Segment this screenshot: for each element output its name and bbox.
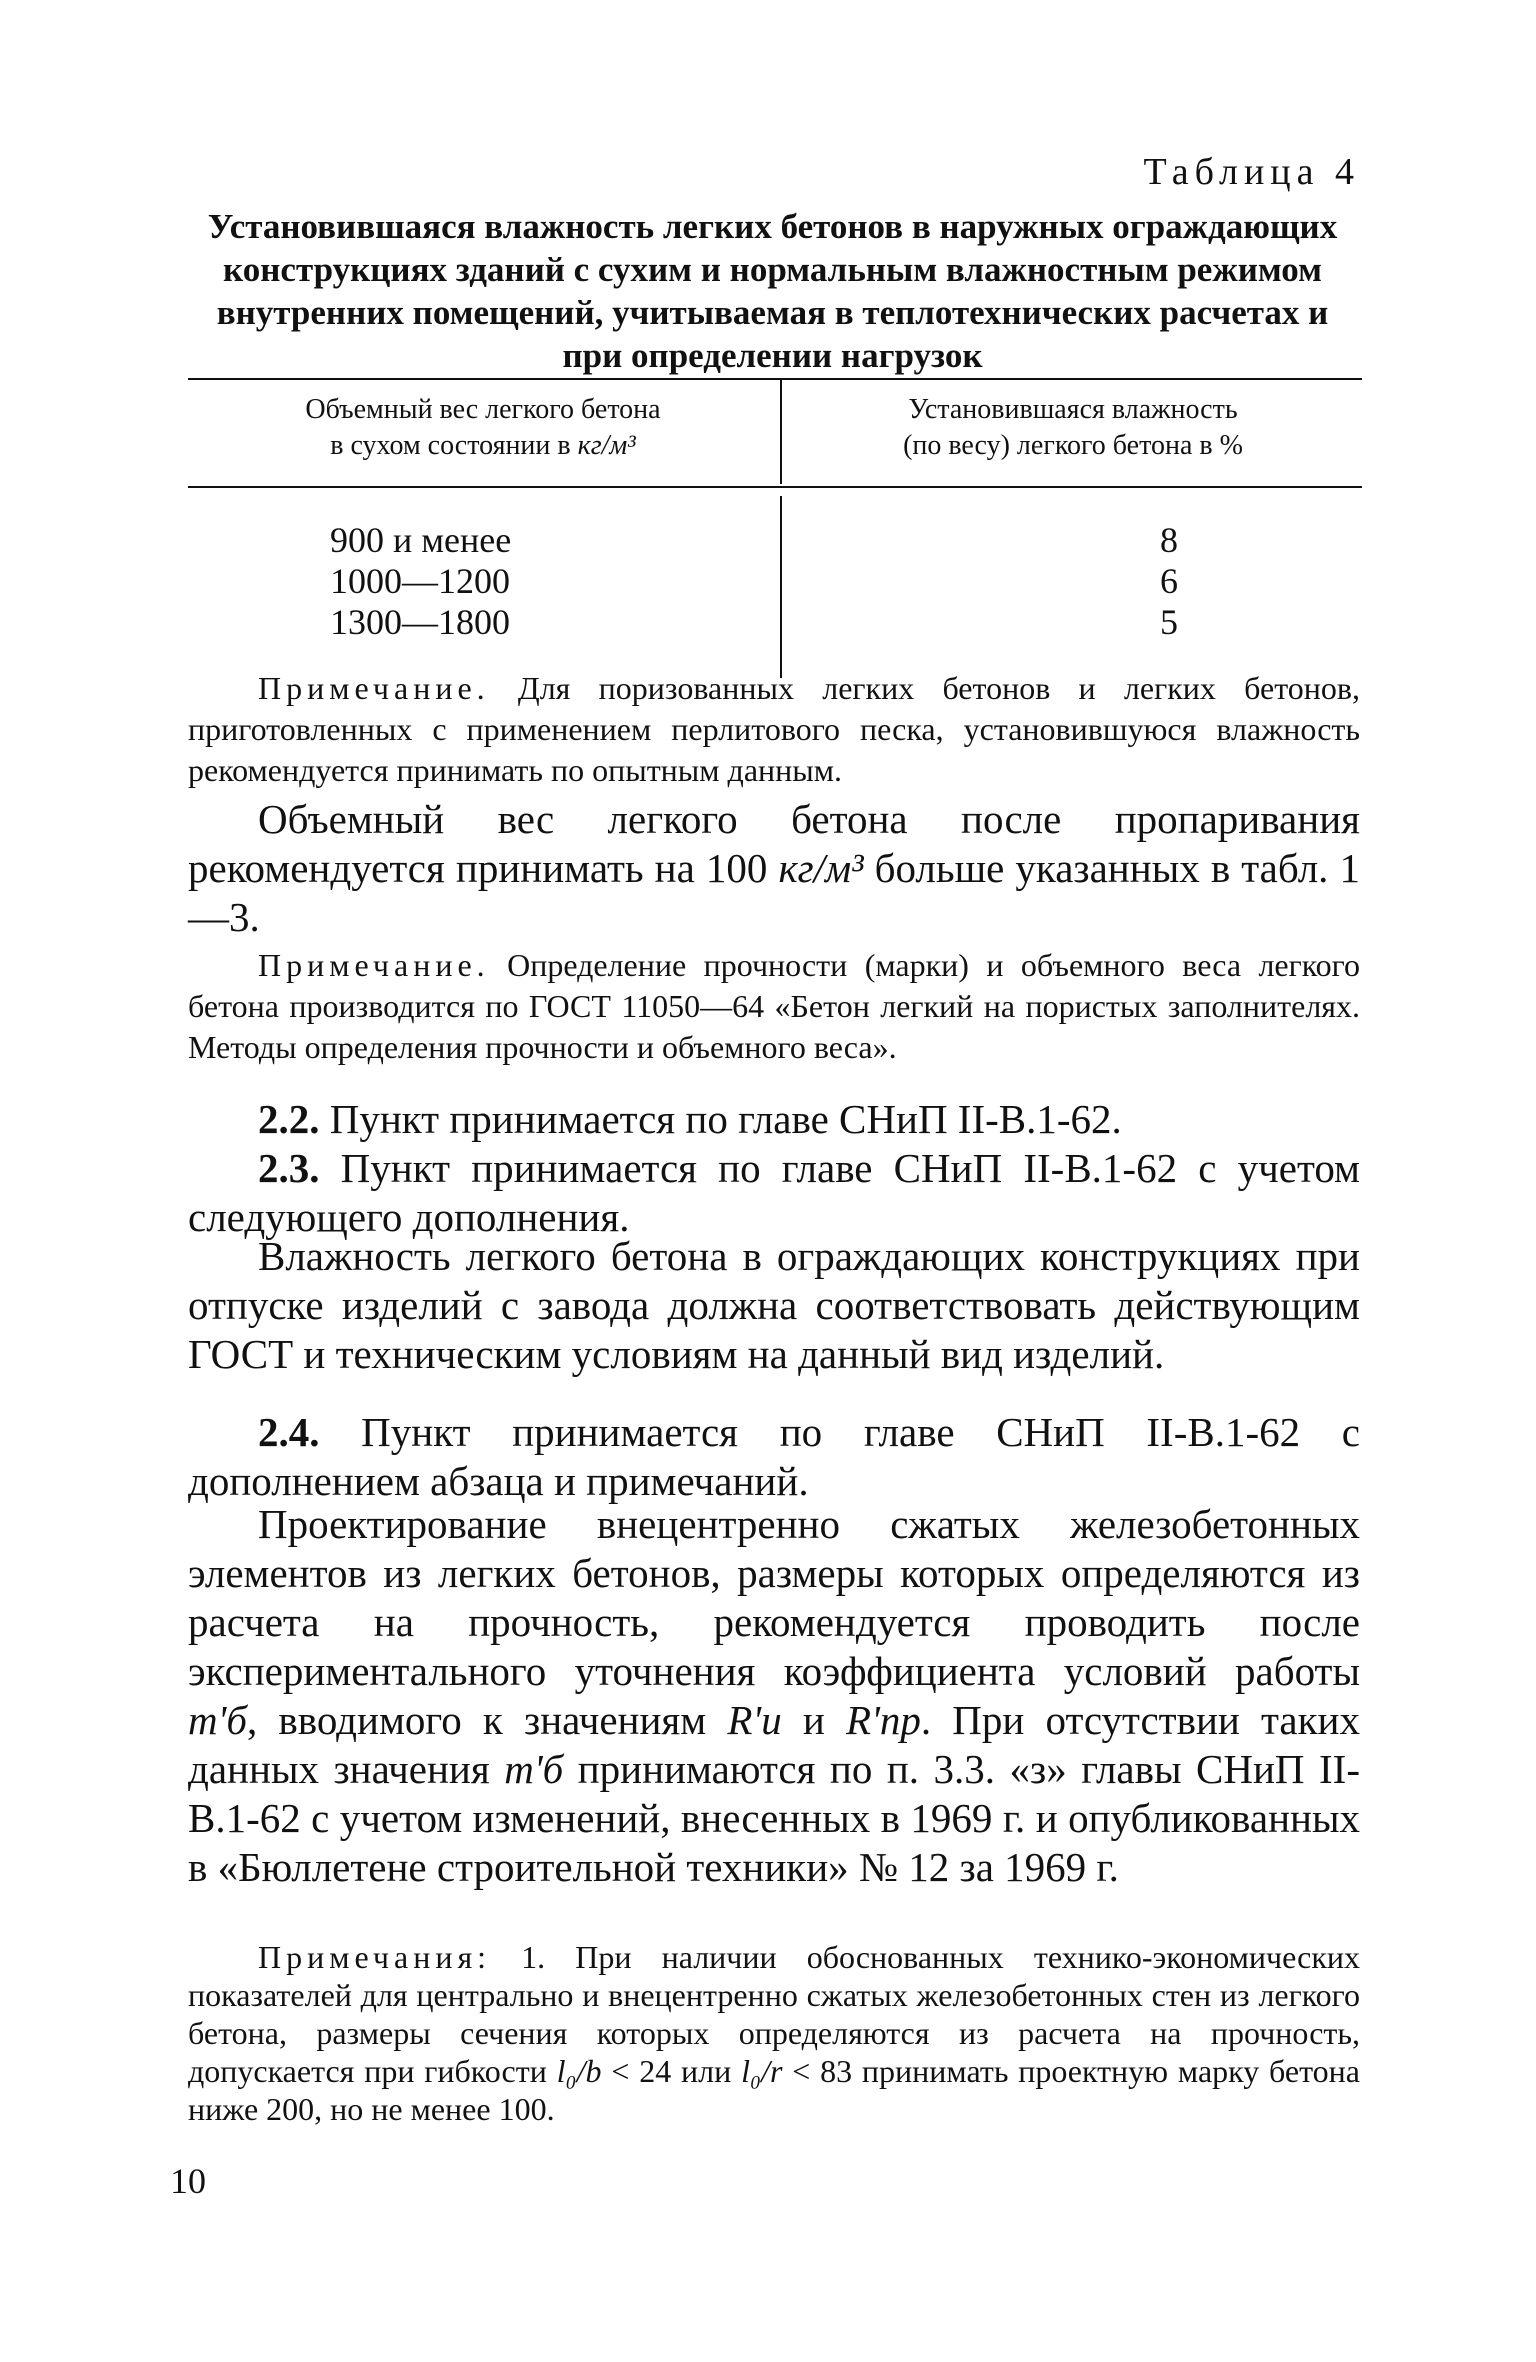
table-note-label: Примечание. xyxy=(258,670,490,706)
col2-header-line1: Установившаяся влажность xyxy=(908,394,1238,425)
table-row-1-moisture: 8 xyxy=(1160,520,1178,560)
paragraph-volume-weight-b: больше указанных в табл. 1—3. xyxy=(188,845,1361,940)
table-row-3-weight: 1300—1800 xyxy=(330,602,510,642)
col1-header xyxy=(188,392,778,464)
table-header-divider xyxy=(780,380,782,484)
notes-text-a: 1. При наличии обоснованных технико-экономических показателей для центрально и внецентренно сжатых железобетонных стен из легкого бетона, размеры сечения которых определяются из расчета на прочность, допускается при гибкости xyxy=(188,1939,1360,2089)
table-note xyxy=(188,668,1360,791)
paragraph-design xyxy=(188,1500,1360,1892)
col2-header xyxy=(784,392,1362,464)
paragraph-design-c: и xyxy=(781,1697,847,1743)
notes-section xyxy=(188,1938,1360,2128)
col2-header-line2: (по весу) легкого бетона в % xyxy=(903,430,1243,461)
item-2-4-number: 2.4. xyxy=(258,1409,320,1455)
paragraph-volume-weight-unit: кг/м³ xyxy=(778,845,864,891)
col1-header-line2-text: в сухом состоянии в xyxy=(330,430,571,461)
strength-note-label: Примечание. xyxy=(258,947,490,983)
paragraph-moisture: Влажность легкого бетона в ограждающих конструкциях при отпуске изделий с завода должна соответствовать действующим ГОСТ и техническим условиям на данный вид изделий. xyxy=(188,1233,1360,1377)
table-top-rule xyxy=(188,378,1362,380)
item-2-4 xyxy=(188,1408,1360,1506)
symbol-l0-r: l₀/r xyxy=(741,2053,783,2089)
notes-text-c: < 83 принимать проектную марку бетона ниже 200, но не менее 100. xyxy=(188,2053,1361,2127)
table-row-3-moisture: 5 xyxy=(1160,602,1178,642)
symbol-r-i: R'и xyxy=(727,1697,782,1743)
table-row-2-moisture: 6 xyxy=(1160,561,1178,601)
notes-text-b: < 24 или xyxy=(601,2053,742,2089)
table-row-1-weight: 900 и менее xyxy=(330,520,512,560)
item-2-2-number: 2.2. xyxy=(258,1096,320,1142)
item-2-4-text: Пункт принимается по главе СНиП II-В.1-62 с дополнением абзаца и примечаний. xyxy=(188,1409,1360,1504)
paragraph-design-b: , вводимого к значениям xyxy=(247,1697,728,1743)
item-2-3-number: 2.3. xyxy=(258,1145,320,1191)
col1-header-unit: кг/м³ xyxy=(577,430,636,461)
col1-header-line1: Объемный вес легкого бетона xyxy=(305,394,661,425)
paragraph-design-e: принимаются по п. 3.3. «з» главы СНиП II-В.1-62 с учетом изменений, внесенных в 1969 г. и опубликованных в «Бюллетене строительной техники» № 12 за 1969 г. xyxy=(188,1746,1360,1890)
table-row-2-weight: 1000—1200 xyxy=(330,561,510,601)
symbol-m-b-2: m'б xyxy=(504,1746,564,1792)
item-2-2 xyxy=(188,1095,1360,1144)
table-title: Установившаяся влажность легких бетонов в наружных ограждающих конструкциях зданий с сухим и нормальным влажностным режимом внутренних помещений, учитываемая в теплотехнических расчетах и при определении нагрузок xyxy=(207,207,1338,375)
paragraph-design-d: . При отсутствии таких данных значения xyxy=(188,1697,1360,1792)
table-note-text: Для поризованных легких бетонов и легких бетонов, приготовленных с применением перлитового песка, установившуюся влажность рекомендуется принимать по опытным данным. xyxy=(188,670,1360,788)
table-header-rule xyxy=(188,486,1362,488)
strength-note xyxy=(188,945,1360,1068)
table-label: Таблица 4 xyxy=(1143,151,1360,193)
paragraph-volume-weight-a: Объемный вес легкого бетона после пропаривания рекомендуется принимать на 100 xyxy=(188,796,1360,891)
notes-label: Примечания: xyxy=(258,1939,492,1975)
strength-note-text: Определение прочности (марки) и объемного веса легкого бетона производится по ГОСТ 11050—64 «Бетон легкий на пористых заполнителях. Методы определения прочности и объемного веса». xyxy=(188,947,1360,1065)
symbol-m-b: m'б xyxy=(188,1697,247,1743)
table-body-divider xyxy=(780,496,782,678)
paragraph-volume-weight xyxy=(188,795,1360,942)
item-2-3-text: Пункт принимается по главе СНиП II-В.1-62 с учетом следующего дополнения. xyxy=(188,1145,1360,1240)
symbol-l0-b: l₀/b xyxy=(556,2053,602,2089)
col1-header-line2 xyxy=(188,428,778,464)
page-number: 10 xyxy=(170,2161,206,2201)
paragraph-design-a: Проектирование внецентренно сжатых железобетонных элементов из легких бетонов, размеры которых определяются из расчета на прочность, рекомендуется проводить после экспериментального уточнения коэффициента условий работы xyxy=(188,1501,1360,1694)
item-2-2-text: Пункт принимается по главе СНиП II-В.1-62. xyxy=(319,1096,1122,1142)
item-2-3 xyxy=(188,1144,1360,1242)
symbol-r-pr: R'пр xyxy=(846,1697,921,1743)
